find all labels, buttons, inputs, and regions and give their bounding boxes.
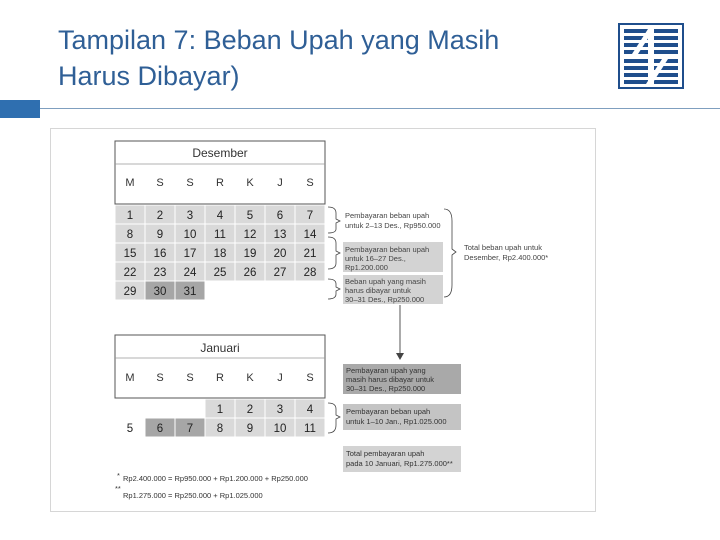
calendar-day: 5 xyxy=(126,423,134,435)
dec-payment-1-line-1: Pembayaran beban upah xyxy=(345,211,430,220)
calendar-day: 4 xyxy=(216,210,224,222)
accrual-arrow-head-icon xyxy=(396,353,404,360)
calendar-day: 4 xyxy=(306,404,314,416)
weekday-header: S xyxy=(186,372,194,384)
jan-accrued-paid-line-3: 30–31 Des., Rp250.000 xyxy=(346,384,426,393)
calendar-day: 10 xyxy=(183,229,197,241)
calendar-day: 11 xyxy=(214,229,226,241)
accent-square xyxy=(0,100,40,118)
dec-payment-1-line-2: untuk 2–13 Des., Rp950.000 xyxy=(345,221,441,230)
calendar-day: 13 xyxy=(273,229,287,241)
dec-payment-2-line-2: untuk 16–27 Des., xyxy=(345,254,406,263)
calendar-day: 3 xyxy=(186,210,194,222)
header-divider xyxy=(40,108,720,109)
calendar-day: 3 xyxy=(276,404,284,416)
calendar-day: 5 xyxy=(246,210,254,222)
calendar-day: 24 xyxy=(183,267,197,279)
weekday-header: M xyxy=(125,372,135,384)
calendar-day: 8 xyxy=(216,423,224,435)
jan-accrued-paid-line-2: masih harus dibayar untuk xyxy=(346,375,434,384)
calendar-day: 6 xyxy=(156,423,164,435)
calendar-cell xyxy=(205,281,235,300)
footnote-2-marker: ** xyxy=(115,484,121,493)
brace-dec-payment-1 xyxy=(328,207,340,233)
weekday-header: S xyxy=(306,177,314,189)
calendar-day: 15 xyxy=(123,248,137,260)
calendar-day: 11 xyxy=(304,423,316,435)
weekday-header: J xyxy=(277,177,283,189)
calendar-december xyxy=(115,141,325,300)
footnote-1-text: Rp2.400.000 = Rp950.000 + Rp1.200.000 + Rp250.000 xyxy=(123,474,308,483)
jan-accrued-paid-line-1: Pembayaran upah yang xyxy=(346,366,426,375)
calendar-day: 21 xyxy=(303,248,317,260)
january-month-label: Januari xyxy=(200,341,240,355)
calendar-day: 7 xyxy=(186,423,194,435)
calendar-day: 2 xyxy=(156,210,164,222)
calendar-day: 30 xyxy=(153,286,167,298)
calendar-day: 12 xyxy=(243,229,257,241)
calendar-january xyxy=(115,335,325,437)
calendar-day: 8 xyxy=(126,229,134,241)
calendar-day: 1 xyxy=(216,404,224,416)
footnotes xyxy=(115,471,308,500)
weekday-header: S xyxy=(156,177,164,189)
calendar-day: 9 xyxy=(246,423,254,435)
weekday-header: K xyxy=(246,177,254,189)
brace-dec-payment-2 xyxy=(328,237,340,269)
slide-title-line-1: Tampilan 7: Beban Upah yang Masih xyxy=(58,25,500,55)
calendar-day: 7 xyxy=(306,210,314,222)
footnote-1-marker: * xyxy=(117,471,120,480)
calendar-day: 27 xyxy=(273,267,287,279)
calendar-day: 2 xyxy=(246,404,254,416)
jan-payment-line-1: Pembayaran beban upah xyxy=(346,407,431,416)
calendar-day: 26 xyxy=(243,267,257,279)
calendar-day: 9 xyxy=(156,229,164,241)
jan-total-line-2: pada 10 Januari, Rp1.275.000** xyxy=(346,459,453,468)
calendar-day: 28 xyxy=(303,267,317,279)
calendar-day: 25 xyxy=(213,267,227,279)
weekday-header: J xyxy=(277,372,283,384)
december-annotations xyxy=(328,207,571,360)
slide-title xyxy=(58,22,618,94)
dec-accrued-line-3: 30–31 Des., Rp250.000 xyxy=(345,295,425,304)
calendar-day: 29 xyxy=(123,286,137,298)
calendar-day: 31 xyxy=(183,286,197,298)
calendar-cell xyxy=(145,399,175,418)
dec-accrued-line-2: harus dibayar untuk xyxy=(345,286,411,295)
calendar-day: 17 xyxy=(183,248,197,260)
slide-title-line-2: Harus Dibayar) xyxy=(58,61,240,91)
university-logo-icon xyxy=(618,23,684,89)
calendar-day: 22 xyxy=(123,267,137,279)
dec-payment-2-line-3: Rp1.200.000 xyxy=(345,263,388,272)
weekday-header: S xyxy=(156,372,164,384)
wage-accrual-figure xyxy=(51,129,595,511)
weekday-header: R xyxy=(216,177,224,189)
weekday-header: M xyxy=(125,177,135,189)
calendar-cell xyxy=(235,281,265,300)
weekday-header: S xyxy=(186,177,194,189)
dec-payment-2-line-1: Pembayaran beban upah xyxy=(345,245,430,254)
december-month-label: Desember xyxy=(192,146,248,160)
calendar-day: 19 xyxy=(243,248,257,260)
calendar-day: 18 xyxy=(213,248,227,260)
calendar-cell xyxy=(115,399,145,418)
january-annotations xyxy=(328,364,461,472)
brace-dec-accrued xyxy=(328,279,340,299)
calendar-cell xyxy=(295,281,325,300)
dec-total-line-1: Total beban upah untuk xyxy=(464,243,542,252)
calendar-day: 23 xyxy=(153,267,167,279)
weekday-header: R xyxy=(216,372,224,384)
calendar-day: 1 xyxy=(126,210,134,222)
jan-payment-line-2: untuk 1–10 Jan., Rp1.025.000 xyxy=(346,417,447,426)
jan-total-line-1: Total pembayaran upah xyxy=(346,449,425,458)
footnote-2-text: Rp1.275.000 = Rp250.000 + Rp1.025.000 xyxy=(123,491,263,500)
calendar-day: 16 xyxy=(153,248,167,260)
dec-accrued-line-1: Beban upah yang masih xyxy=(345,277,426,286)
calendar-cell xyxy=(175,399,205,418)
weekday-header: S xyxy=(306,372,314,384)
dec-total-line-2: Desember, Rp2.400.000* xyxy=(464,253,549,262)
figure-panel xyxy=(50,128,596,512)
calendar-day: 14 xyxy=(303,229,317,241)
weekday-header: K xyxy=(246,372,254,384)
brace-jan-payment xyxy=(328,403,340,433)
calendar-day: 10 xyxy=(273,423,287,435)
calendar-cell xyxy=(265,281,295,300)
calendar-day: 6 xyxy=(276,210,284,222)
calendar-day: 20 xyxy=(273,248,287,260)
